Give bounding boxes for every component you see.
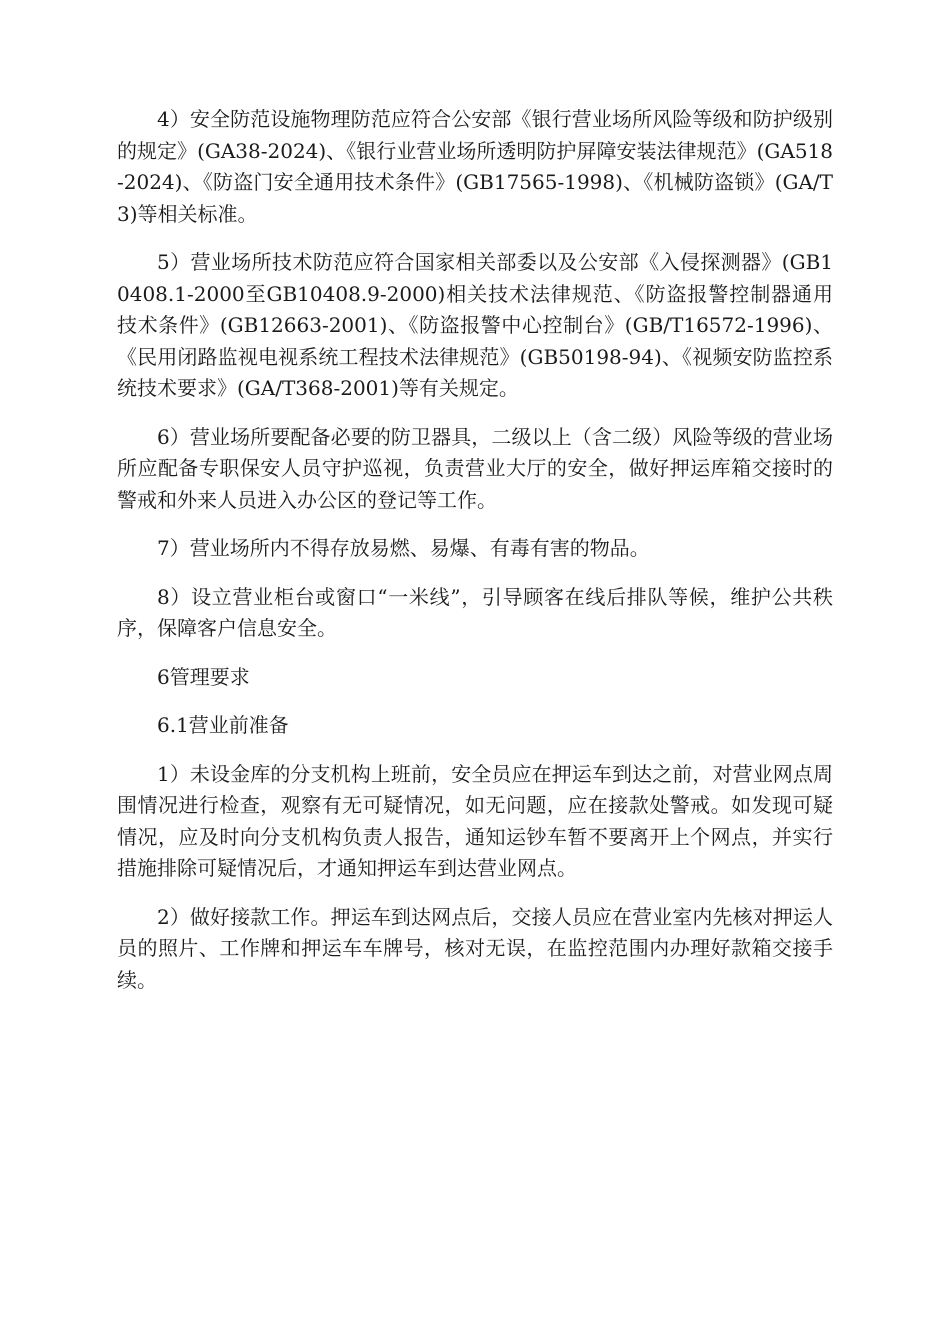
- subparagraph-item-1: 1）未设金库的分支机构上班前，安全员应在押运车到达之前，对营业网点周围情况进行检查，观察有无可疑情况，如无问题，应在接款处警戒。如发现可疑情况，应及时向分支机构负责人报告，通知运钞车暂不要离开上个网点，并实行措施排除可疑情况后，才通知押运车到达营业网点。: [117, 761, 833, 880]
- paragraph-item-6: 6）营业场所要配备必要的防卫器具，二级以上（含二级）风险等级的营业场所应配备专职保安人员守护巡视，负责营业大厅的安全，做好押运库箱交接时的警戒和外来人员进入办公区的登记等工作。: [117, 424, 833, 512]
- paragraph-item-7: 7）营业场所内不得存放易燃、易爆、有毒有害的物品。: [157, 536, 650, 560]
- document-body: [117, 104, 833, 1013]
- subsection-heading: 6.1营业前准备: [157, 713, 289, 737]
- section-heading: 6管理要求: [157, 664, 250, 689]
- paragraph-item-8: 8）设立营业柜台或窗口“一米线”，引导顾客在线后排队等候，维护公共秩序，保障客户信息安全。: [117, 584, 833, 640]
- subparagraph-item-2: 2）做好接款工作。押运车到达网点后，交接人员应在营业室内先核对押运人员的照片、工作牌和押运车车牌号，核对无误，在监控范围内办理好款箱交接手续。: [117, 904, 833, 992]
- paragraph-item-5: 5）营业场所技术防范应符合国家相关部委以及公安部《入侵探测器》(GB10408.1-2000至GB10408.9-2000)相关技术法律规范、《防盗报警控制器通用技术条件》(GB12663-2001)、《防盗报警中心控制台》(GB/T16572-1996)、《民用闭路监视电视系统工程技术法律规范》(GB50198-94)、《视频安防监控系统技术要求》(GA/T368-2001)等有关规定。: [117, 250, 833, 400]
- paragraph-item-4: 4）安全防范设施物理防范应符合公安部《银行营业场所风险等级和防护级别的规定》(GA38-2024)、《银行业营业场所透明防护屏障安装法律规范》(GA518-2024)、《防盗门安全通用技术条件》(GB17565-1998)、《机械防盗锁》(GA/T3)等相关标准。: [117, 107, 833, 226]
